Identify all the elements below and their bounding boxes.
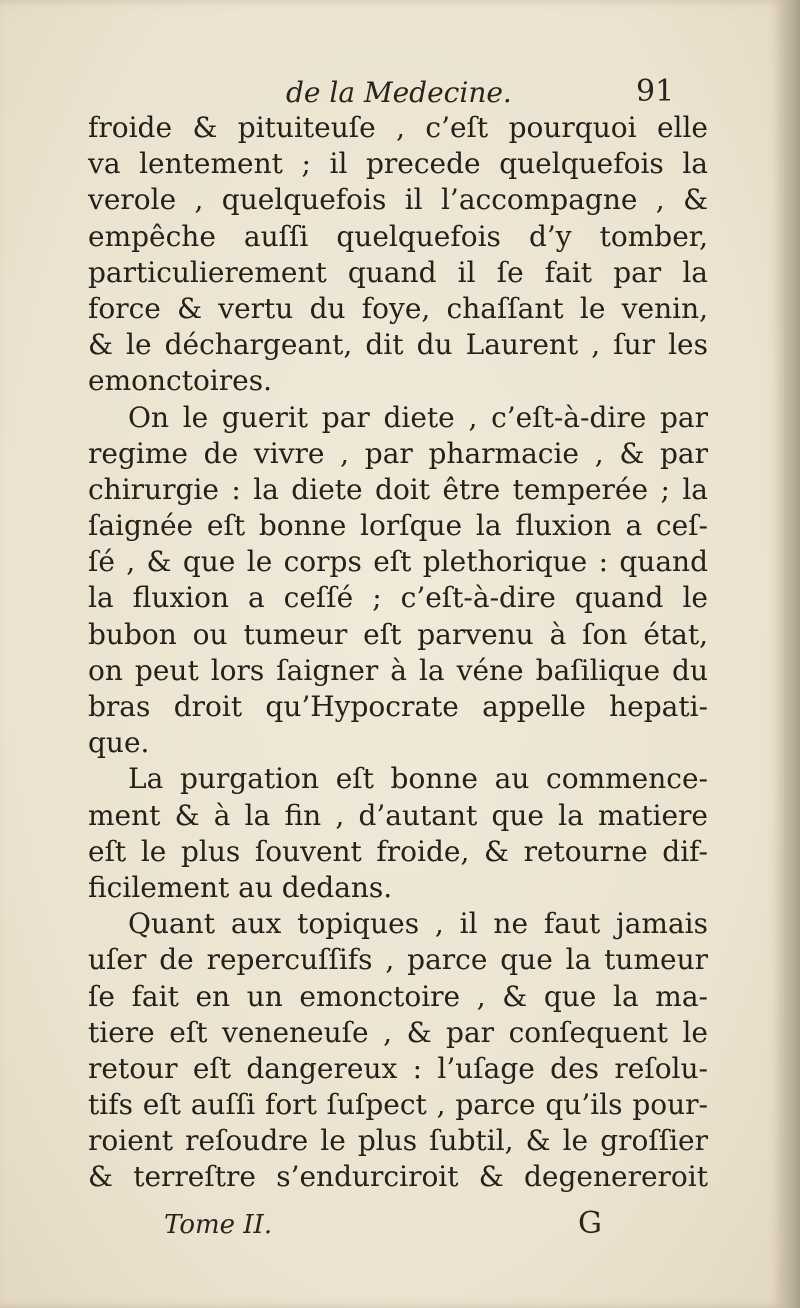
text-line: chirurgie : la diete doit être temperée ; la — [88, 472, 708, 506]
text-line: On le guerit par diete , c’eſt-à-dire par — [128, 400, 708, 434]
text-line: & le déchargeant, dit du Laurent , ſur les — [88, 328, 708, 362]
text-line: la fluxion a ceſſé ; c’eſt-à-dire quand le — [88, 581, 708, 615]
text-line: Quant aux topiques , il ne faut jamais — [128, 907, 708, 941]
text-line: La purgation eſt bonne au commence- — [128, 762, 708, 796]
page-edge — [784, 0, 800, 1308]
text-line: tifs eſt auſſi fort ſuſpect , parce qu’ils pour- — [88, 1088, 708, 1122]
text-line: uſer de repercuſſifs , parce que la tumeur — [88, 943, 708, 977]
text-line: froide & pituiteuſe , c’eſt pourquoi elle — [88, 111, 708, 144]
text-line: ment & à la fin , d’autant que la matiere — [88, 798, 708, 832]
text-line: empêche auſſi quelquefois d’y tomber, — [88, 219, 708, 253]
text-line: regime de vivre , par pharmacie , & par — [88, 436, 708, 470]
text-line: ficilement au dedans. — [88, 870, 393, 904]
text-line: roient reſoudre le plus ſubtil, & le groſſier — [88, 1124, 708, 1158]
text-line: ſé , & que le corps eſt plethorique : quand — [88, 545, 708, 579]
text-line: particulierement quand il ſe fait par la — [88, 255, 708, 289]
page-footer — [0, 1206, 784, 1250]
text-line: ſe fait en un emonctoire , & que la ma- — [88, 979, 708, 1013]
body-text — [88, 110, 708, 1196]
text-line: tiere eſt veneneuſe , & par conſequent le — [88, 1015, 708, 1049]
text-line: on peut lors ſaigner à la véne baſilique du — [88, 653, 708, 687]
volume-signature: Tome II. — [164, 1210, 273, 1240]
text-line: que. — [88, 726, 150, 760]
page-number: 91 — [636, 74, 675, 109]
text-line: verole , quelquefois il l’accompagne , & — [88, 183, 708, 217]
text-line: va lentement ; il precede quelquefois la — [88, 147, 708, 181]
text-line: ſaignée eſt bonne lorſque la fluxion a ceſ- — [88, 509, 708, 543]
text-line: & terreſtre s’endurciroit & degenereroit — [88, 1160, 708, 1194]
running-title: de la Medecine. — [286, 76, 512, 109]
text-line: emonctoires. — [88, 364, 272, 398]
text-line: force & vertu du foye, chaſſant le venin, — [88, 291, 708, 325]
text-line: bras droit qu’Hypocrate appelle hepati- — [88, 690, 708, 723]
text-line: retour eſt dangereux : l’uſage des reſolu- — [88, 1051, 708, 1085]
text-line: bubon ou tumeur eſt parvenu à ſon état, — [88, 617, 708, 651]
gathering-signature: G — [578, 1206, 602, 1241]
text-line: eſt le plus ſouvent froide, & retourne dif- — [88, 834, 708, 868]
